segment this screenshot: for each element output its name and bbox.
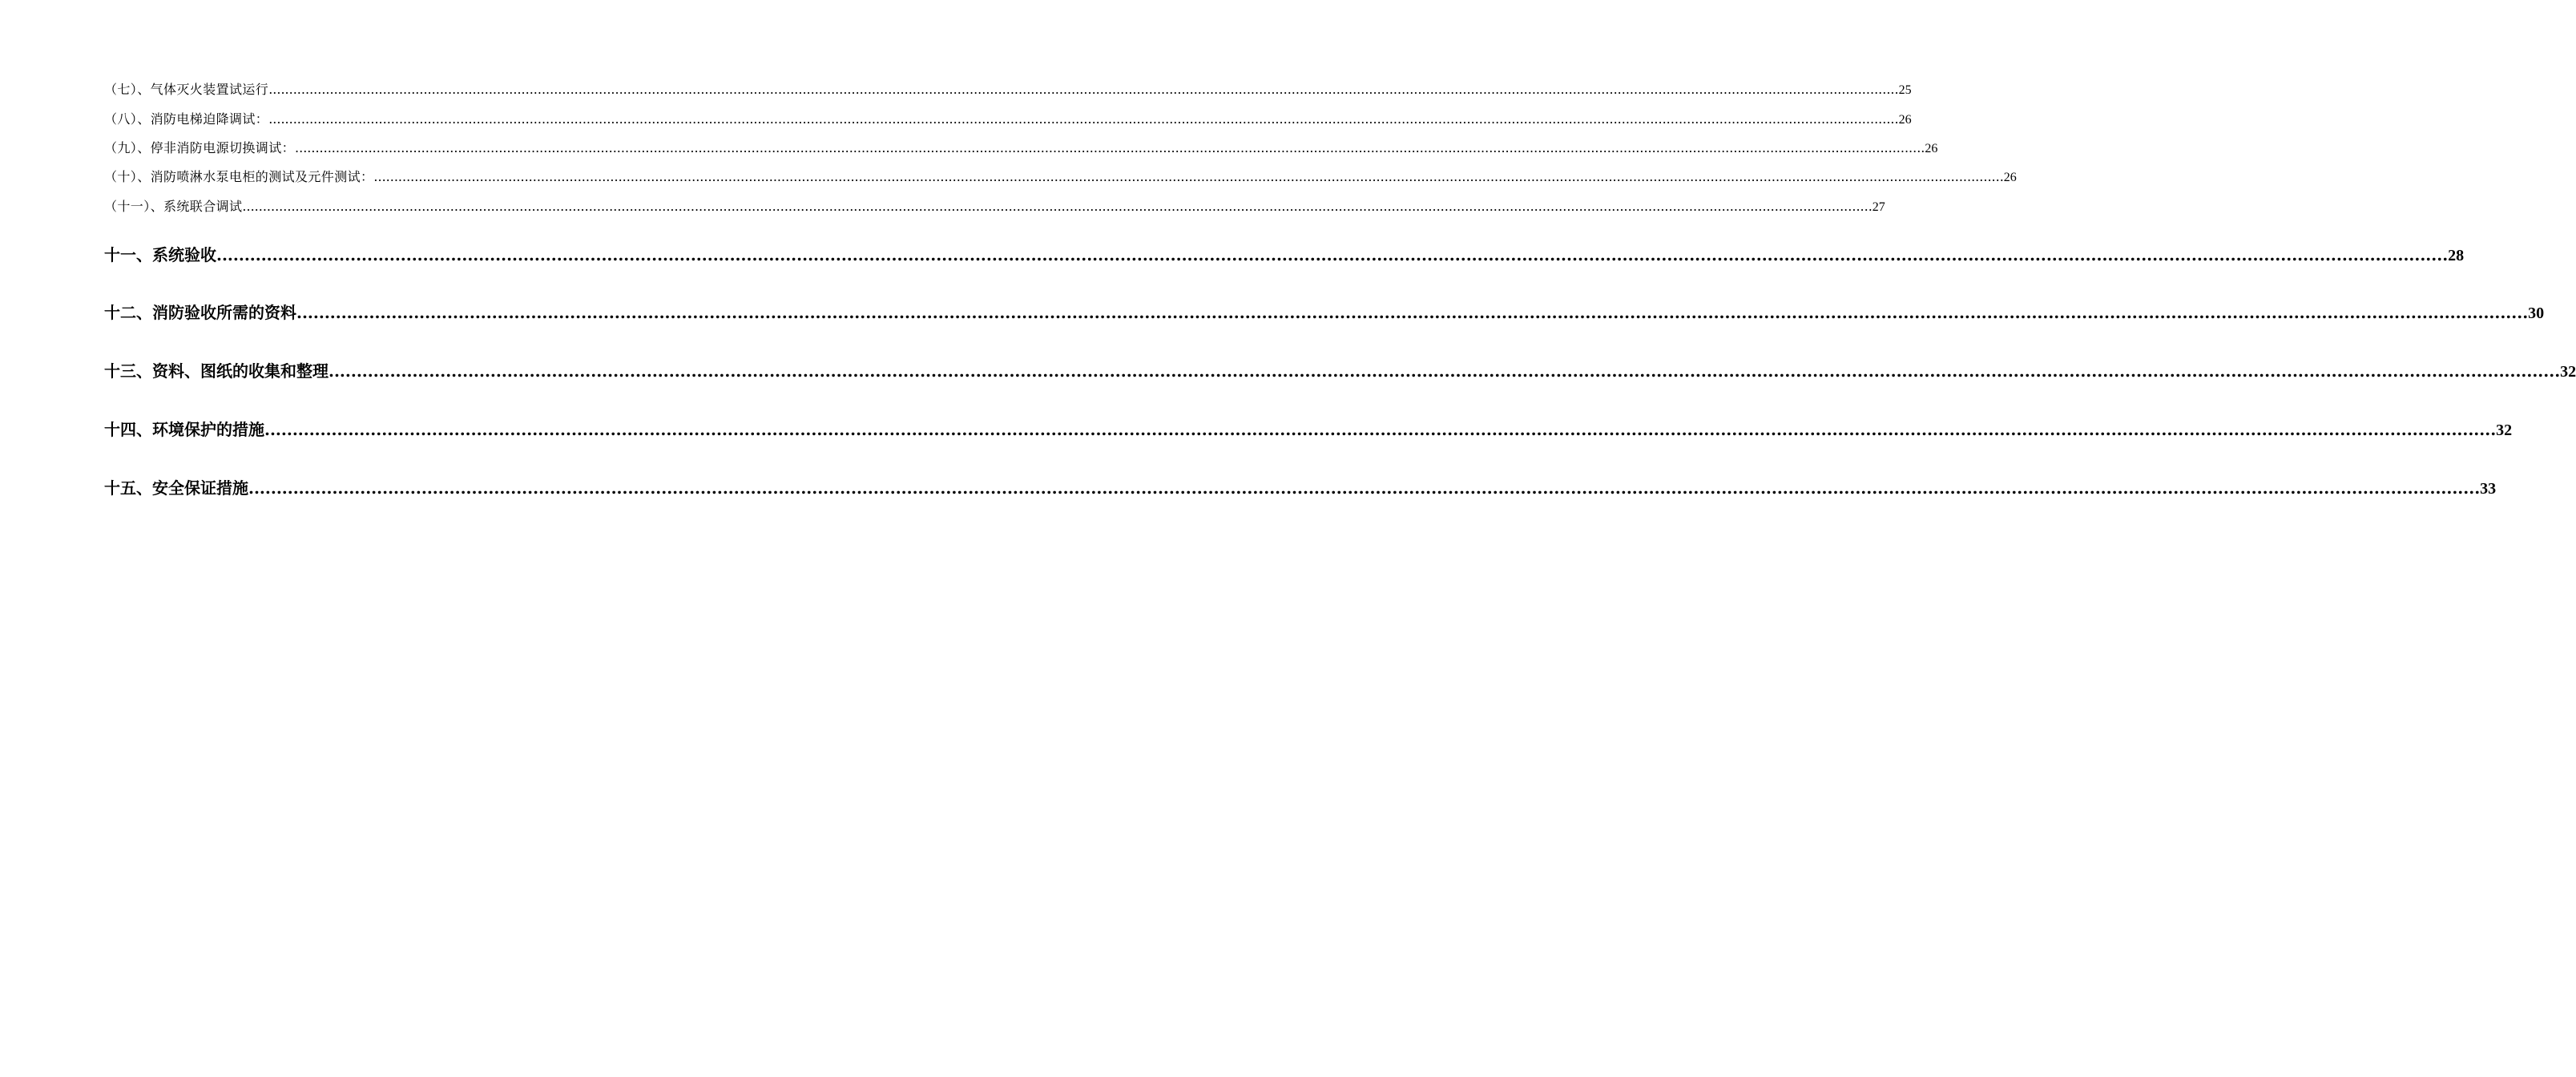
toc-entry-label: （十一）、系统联合调试 <box>104 199 243 214</box>
dot-leader: ................................................................................................................................................................................................................................................................................................................................................................................................................ <box>373 169 2004 184</box>
dot-leader: ................................................................................................................................................................................................................................................................................................................................................................................................................ <box>268 82 1899 97</box>
toc-entry-main[interactable] <box>104 301 2545 325</box>
toc-entry-label: 十一、系统验收 <box>104 245 216 264</box>
toc-entry-main[interactable] <box>104 359 2576 383</box>
toc-entry-main[interactable] <box>104 417 2513 442</box>
toc-entry-page-number: 26 <box>1898 113 1912 127</box>
toc-entry-page-number: 26 <box>2003 171 2017 184</box>
dot-leader: ................................................................................................................................................................................................................................................................................................................................................................................................................ <box>296 303 2529 322</box>
toc-entry-page-number: 28 <box>2448 247 2465 264</box>
dot-leader: ................................................................................................................................................................................................................................................................................................................................................................................................................ <box>264 420 2497 439</box>
dot-leader: ................................................................................................................................................................................................................................................................................................................................................................................................................ <box>329 361 2561 381</box>
toc-entry-label: 十三、资料、图纸的收集和整理 <box>104 361 329 381</box>
toc-entry-label: 十二、消防验收所需的资料 <box>104 303 296 322</box>
toc-entry-page-number: 27 <box>1872 200 1885 214</box>
toc-entry-label: 十五、安全保证措施 <box>104 478 248 498</box>
dot-leader: ................................................................................................................................................................................................................................................................................................................................................................................................................ <box>248 478 2481 498</box>
toc-entry-page-number: 32 <box>2496 422 2513 439</box>
toc-entry-label: （九）、停非消防电源切换调试： <box>104 140 296 155</box>
toc-entry-label: （七）、气体灭火装置试运行 <box>104 82 269 97</box>
toc-entry-page-number: 30 <box>2528 305 2545 322</box>
dot-leader: ................................................................................................................................................................................................................................................................................................................................................................................................................ <box>242 199 1873 214</box>
toc-entry-sub[interactable] <box>104 111 1912 128</box>
toc-entry-sub[interactable] <box>104 168 2017 186</box>
toc-entry-page-number: 26 <box>1925 142 1938 155</box>
toc-entry-label: 十四、环境保护的措施 <box>104 420 264 439</box>
dot-leader: ................................................................................................................................................................................................................................................................................................................................................................................................................ <box>216 245 2449 264</box>
toc-entry-page-number: 33 <box>2480 480 2497 498</box>
toc-entry-main[interactable] <box>104 243 2465 267</box>
toc-entry-sub[interactable] <box>104 139 1938 157</box>
toc-entry-label: （八）、消防电梯迫降调试： <box>104 111 269 127</box>
toc-entry-sub[interactable] <box>104 81 1912 99</box>
toc-entry-page-number: 25 <box>1898 83 1912 97</box>
dot-leader: ................................................................................................................................................................................................................................................................................................................................................................................................................ <box>268 111 1899 127</box>
toc-entry-sub[interactable] <box>104 198 1885 216</box>
dot-leader: ................................................................................................................................................................................................................................................................................................................................................................................................................ <box>295 140 1925 155</box>
toc-entry-label: （十）、消防喷淋水泵电柜的测试及元件测试： <box>104 169 374 184</box>
toc-entry-page-number: 32 <box>2560 363 2576 381</box>
toc-entry-main[interactable] <box>104 476 2497 500</box>
